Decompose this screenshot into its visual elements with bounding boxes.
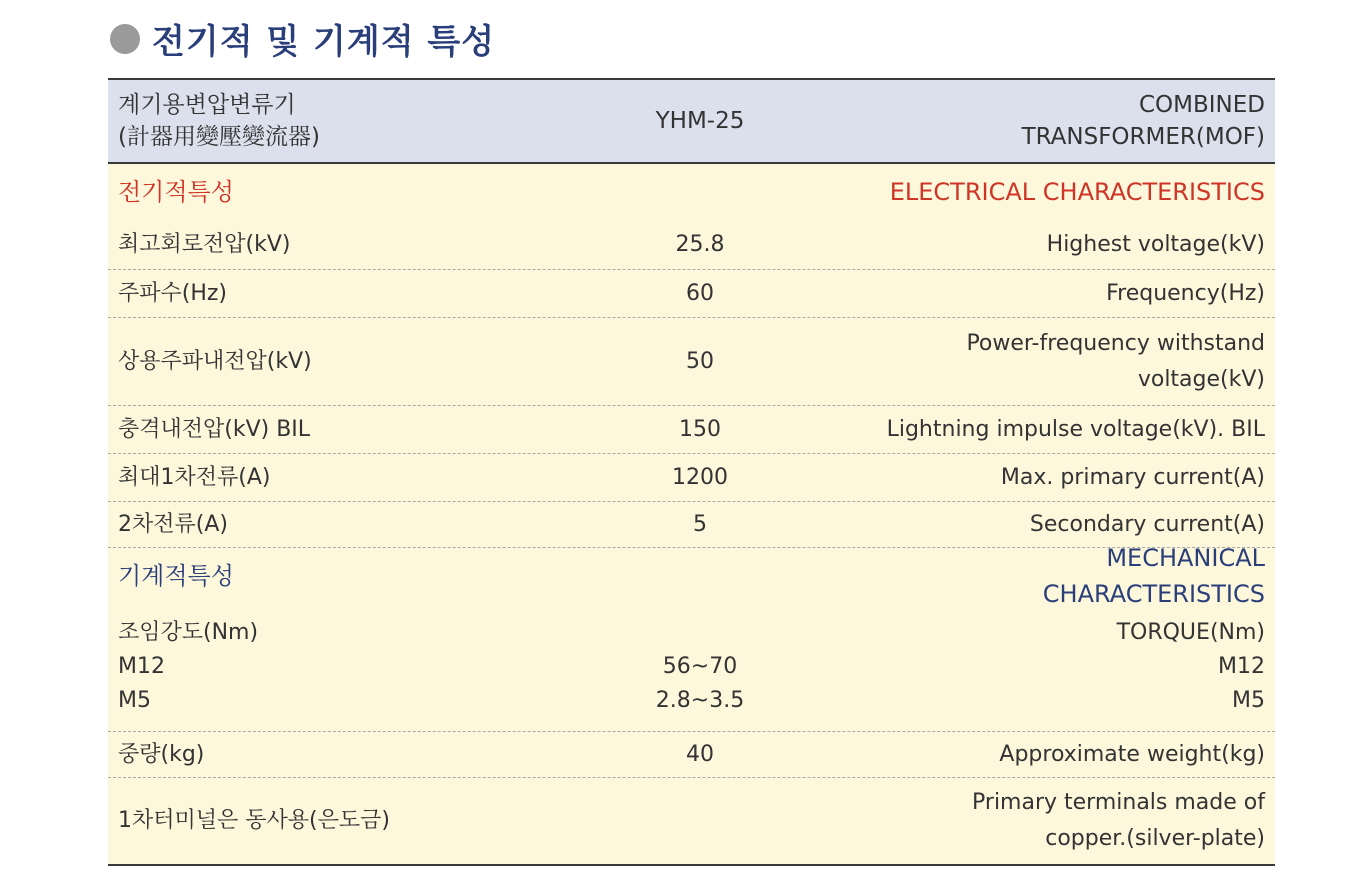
section-mechanical-title-ko: 기계적특성 xyxy=(118,562,234,590)
row-label-en-line1: Power-frequency withstand xyxy=(966,330,1265,356)
section-electrical-title-ko: 전기적특성 xyxy=(118,178,234,206)
row-value: 1200 xyxy=(672,464,728,490)
row-value: 40 xyxy=(686,741,714,767)
table-row-torque xyxy=(108,604,1275,732)
table-row xyxy=(108,454,1275,502)
section-electrical-header xyxy=(108,164,1275,220)
header-model: YHM-25 xyxy=(655,108,745,134)
table-header-row xyxy=(108,80,1275,164)
spec-table xyxy=(108,78,1275,866)
torque-m12-value: 56~70 xyxy=(662,654,738,679)
row-label-ko: 주파수(Hz) xyxy=(118,280,228,306)
row-label-ko: 2차전류(A) xyxy=(118,511,228,537)
row-label-en-line2: voltage(kV) xyxy=(1137,366,1265,392)
torque-m12-label-en: M12 xyxy=(1218,654,1265,679)
header-en-line1: COMBINED xyxy=(1138,92,1265,118)
torque-m12-label: M12 xyxy=(118,654,165,679)
row-label-ko: 상용주파내전압(kV) xyxy=(118,348,312,374)
row-label-ko: 최고회로전압(kV) xyxy=(118,231,291,257)
row-label-ko: 중량(kg) xyxy=(118,741,205,767)
torque-m5-label-en: M5 xyxy=(1232,688,1265,713)
torque-m5-label: M5 xyxy=(118,688,151,713)
header-product-name-hanja: (計器用變壓變流器) xyxy=(118,124,320,150)
torque-label-ko: 조임강도(Nm) xyxy=(118,620,259,645)
section-mechanical-header xyxy=(108,544,1275,608)
row-label-en xyxy=(882,785,1265,857)
row-label-ko: 충격내전압(kV) BIL xyxy=(118,416,311,442)
row-label-en-line2: copper.(silver-plate) xyxy=(1045,826,1265,851)
row-label-en: Highest voltage(kV) xyxy=(1046,231,1265,257)
table-row xyxy=(108,270,1275,318)
row-label-ko: 1차터미널은 동사용(은도금) xyxy=(118,808,390,833)
torque-values xyxy=(518,616,882,718)
row-label-en: Frequency(Hz) xyxy=(1106,280,1265,306)
row-value: 150 xyxy=(679,416,721,442)
header-product-name xyxy=(118,89,518,153)
table-row xyxy=(108,732,1275,778)
table-row xyxy=(108,318,1275,406)
table-row xyxy=(108,220,1275,270)
section-electrical-title-en: ELECTRICAL CHARACTERISTICS xyxy=(889,178,1265,206)
torque-labels-ko xyxy=(118,616,518,718)
torque-label-en: TORQUE(Nm) xyxy=(1116,620,1265,645)
row-label-en xyxy=(882,326,1265,398)
row-label-en: Approximate weight(kg) xyxy=(999,741,1265,767)
header-product-name-ko: 계기용변압변류기 xyxy=(118,92,296,118)
row-value: 25.8 xyxy=(675,231,725,257)
row-label-en: Lightning impulse voltage(kV). BIL xyxy=(886,416,1265,442)
bullet-dot-icon xyxy=(110,24,140,54)
page-title: 전기적 및 기계적 특성 xyxy=(152,22,496,62)
row-label-en: Max. primary current(A) xyxy=(1000,464,1265,490)
row-value: 50 xyxy=(686,348,714,374)
section-mechanical-title-en: MECHANICAL CHARACTERISTICS xyxy=(1042,544,1265,608)
row-label-en: Secondary current(A) xyxy=(1029,511,1265,537)
row-value: 60 xyxy=(686,280,714,306)
row-value: 5 xyxy=(693,511,707,537)
page-heading xyxy=(110,14,495,63)
torque-labels-en xyxy=(882,616,1265,718)
table-row xyxy=(108,778,1275,864)
row-label-ko: 최대1차전류(A) xyxy=(118,464,271,490)
torque-m5-value: 2.8~3.5 xyxy=(655,688,745,713)
row-label-en-line1: Primary terminals made of xyxy=(972,790,1265,815)
table-row xyxy=(108,406,1275,454)
header-en-line2: TRANSFORMER(MOF) xyxy=(1021,124,1265,150)
header-product-name-en xyxy=(882,89,1265,153)
